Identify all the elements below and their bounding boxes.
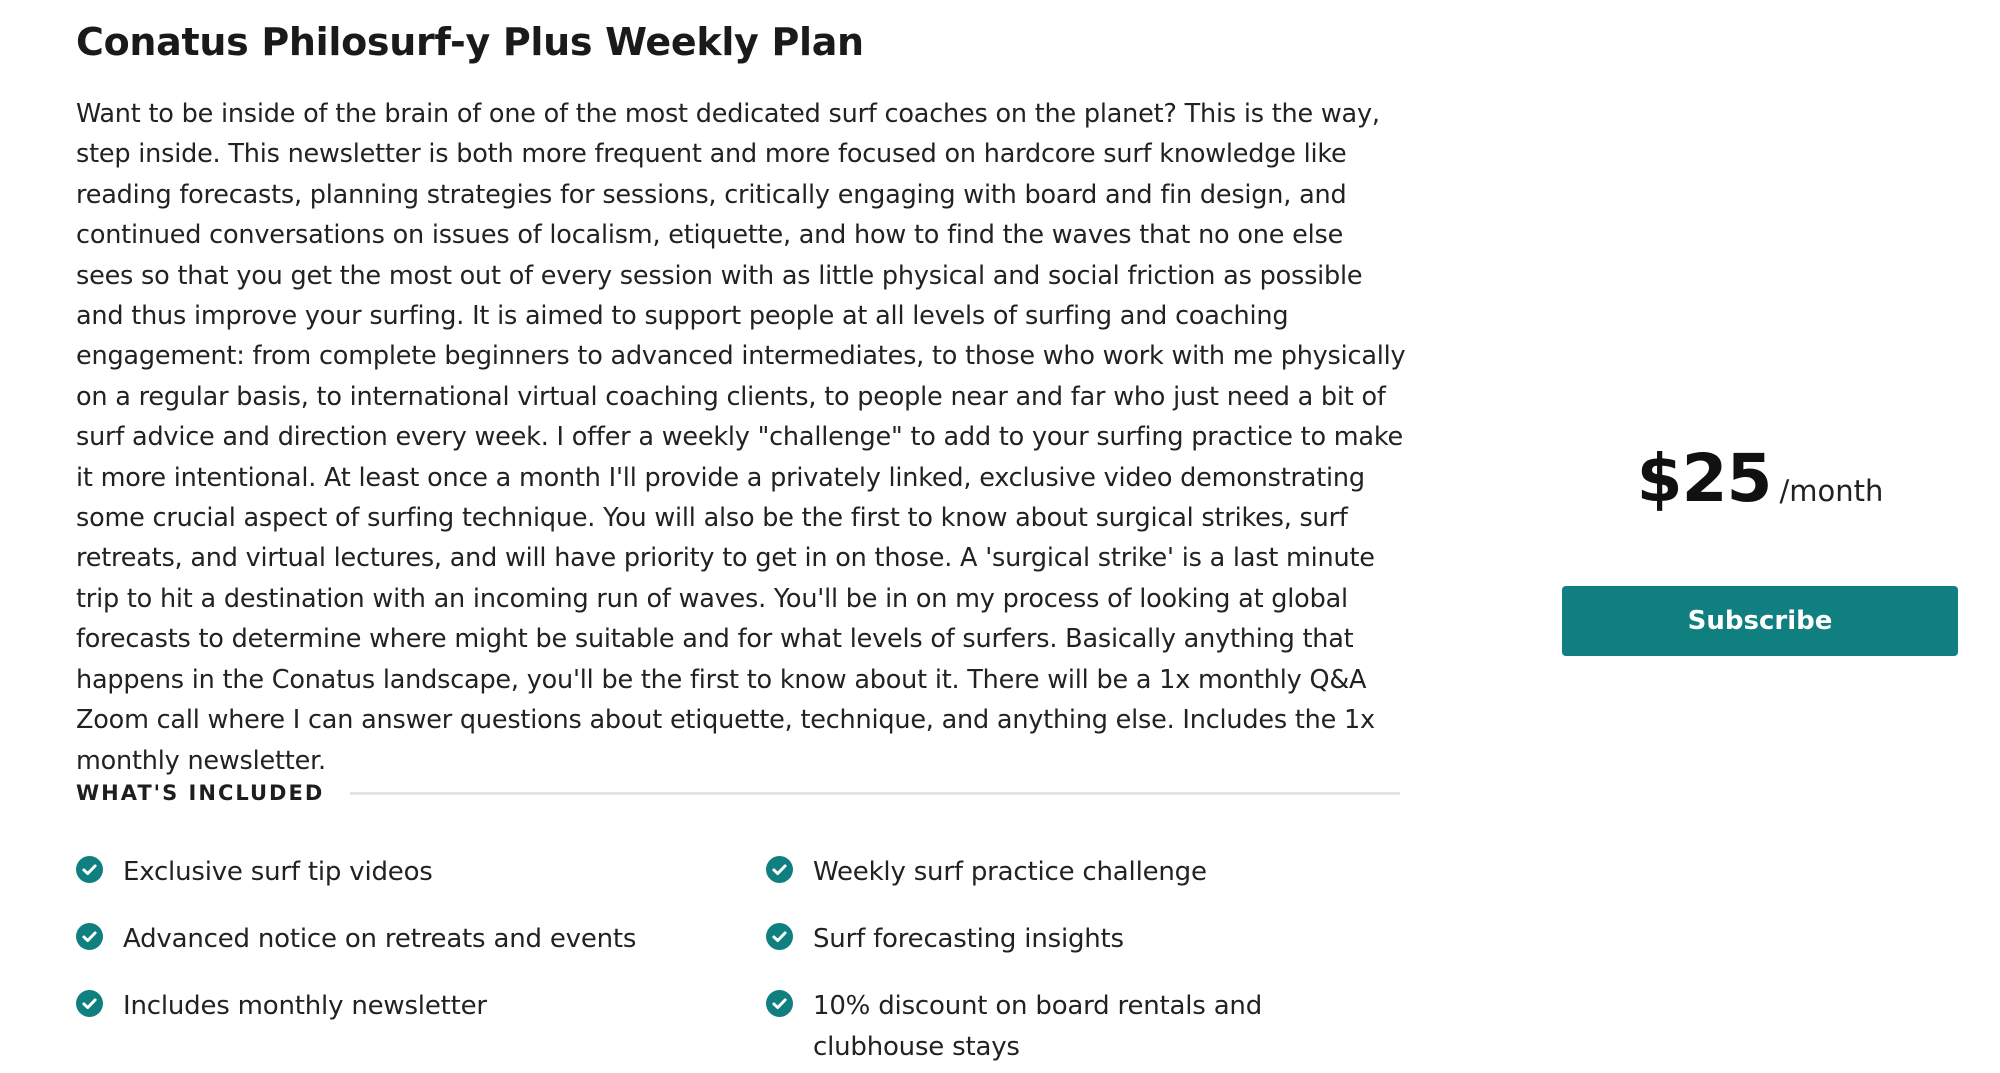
plan-details	[76, 0, 1406, 1062]
feature-item-advanced-notice	[76, 919, 766, 960]
subscribe-button[interactable]: Subscribe	[1562, 586, 1958, 656]
check-circle-icon	[766, 990, 793, 1017]
feature-text: Includes monthly newsletter	[123, 991, 487, 1021]
feature-text: Surf forecasting insights	[813, 924, 1124, 954]
section-divider	[350, 792, 1400, 795]
price-amount: $25	[1636, 440, 1772, 517]
whats-included-label: WHAT'S INCLUDED	[76, 781, 325, 805]
feature-text: Weekly surf practice challenge	[813, 857, 1207, 887]
feature-text: Exclusive surf tip videos	[123, 857, 433, 887]
feature-text: Advanced notice on retreats and events	[123, 924, 637, 954]
check-circle-icon	[766, 856, 793, 883]
price-row	[1562, 440, 1958, 524]
check-circle-icon	[766, 923, 793, 950]
feature-list	[76, 852, 1400, 1068]
plan-title: Conatus Philosurf-y Plus Weekly Plan	[76, 20, 864, 64]
plan-description: Want to be inside of the brain of one of the most dedicated surf coaches on the planet? This is the way, step inside. This newsletter is both more frequent and more focused on hardcore surf knowledge like reading forecasts, planning strategies for sessions, critically engaging with board and fin design, and continued conversations on issues of localism, etiquette, and how to find the waves that no one else sees so that you get the most out of every session with as little physical and social friction as possible and thus improve your surfing. It is aimed to support people at all levels of surfing and coaching engagement: from complete beginners to advanced intermediates, to those who work with me physically on a regular basis, to international virtual coaching clients, to people near and far who just need a bit of surf advice and direction every week. I offer a weekly "challenge" to add to your surfing practice to make it more intentional. At least once a month I'll provide a privately linked, exclusive video demonstrating some crucial aspect of surfing technique. You will also be the first to know about surgical strikes, surf retreats, and virtual lectures, and will have priority to get in on those. A 'surgical strike' is a last minute trip to hit a destination with an incoming run of waves. You'll be in on my process of looking at global forecasts to determine where might be suitable and for what levels of surfers. Basically anything that happens in the Conatus landscape, you'll be the first to know about it. There will be a 1x monthly Q&A Zoom call where I can answer questions about etiquette, technique, and anything else. Includes the 1x monthly newsletter.	[76, 99, 1406, 776]
price-period: /month	[1779, 474, 1884, 508]
check-circle-icon	[76, 923, 103, 950]
feature-item-weekly-challenge	[766, 852, 1400, 893]
feature-text: 10% discount on board rentals and clubhouse stays	[813, 991, 1263, 1062]
feature-item-forecasting-insights	[766, 919, 1400, 960]
check-circle-icon	[76, 856, 103, 883]
check-circle-icon	[76, 990, 103, 1017]
feature-item-discount	[766, 986, 1400, 1068]
feature-item-monthly-newsletter	[76, 986, 766, 1068]
feature-item-exclusive-videos	[76, 852, 766, 893]
pricing-panel	[1562, 440, 1958, 656]
whats-included-header	[76, 778, 1400, 808]
